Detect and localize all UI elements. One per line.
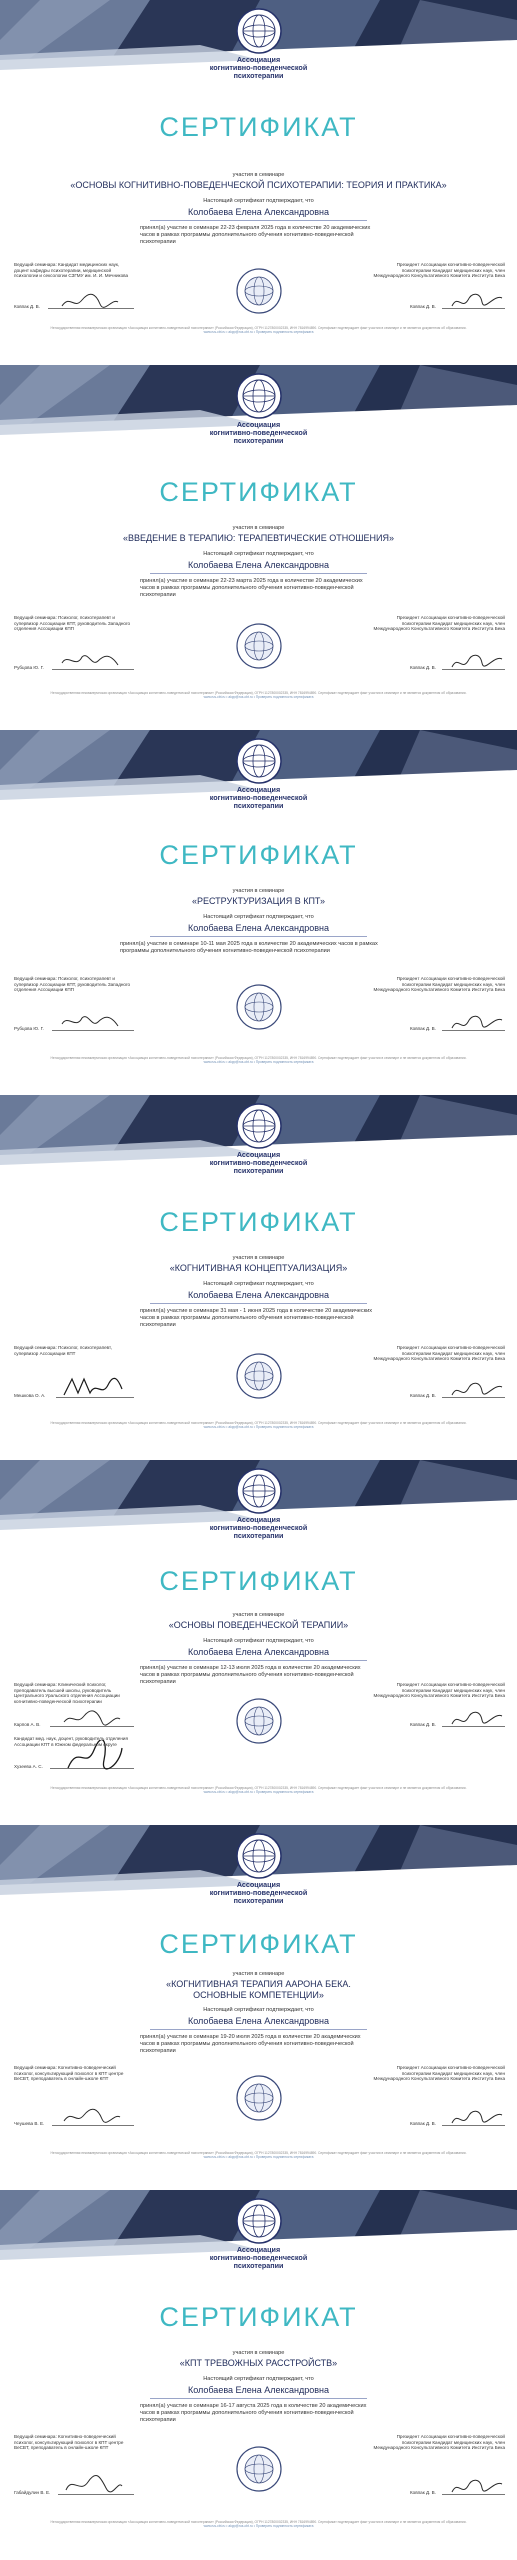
right-signer-name: Ковпак Д. В. (410, 1722, 437, 1727)
right-signer-role: Президент Ассоциации когнитивно-поведенческой психотерапии Кандидат медицинских наук, член Международного Консультативного Комитета Института Бека (373, 1345, 505, 1362)
footer-legal: Негосударственная некоммерческая организация «Ассоциация когнитивно-поведенческой психотерапии» (Российская Федерация), ОГРН 1127800002335, ИНН 7816994890. Сертификат подтверждает факт участия в семинаре и не является документом об образовании. www.rus-cbt.ru • akpp@rus-cbt.ru • Проверить подлинность сертификата (8, 1056, 509, 1064)
certificate-card (0, 2190, 517, 2560)
certificate-title: СЕРТИФИКАТ (159, 1566, 358, 1596)
left-signature-2 (64, 1740, 126, 1774)
name-underline (150, 220, 367, 221)
right-signer-role: Президент Ассоциации когнитивно-поведенческой психотерапии Кандидат медицинских наук, член Международного Консультативного Комитета Института Бека (373, 2065, 505, 2082)
certificate-card (0, 0, 517, 365)
association-seal-icon (236, 2446, 282, 2492)
association-logo-icon (236, 738, 282, 784)
left-signer-name: Чеушева В. Е. (14, 2121, 45, 2126)
right-signer-role: Президент Ассоциации когнитивно-поведенческой психотерапии Кандидат медицинских наук, член Международного Консультативного Комитета Института Бека (373, 262, 505, 279)
right-signature (450, 290, 505, 312)
seminar-name: «РЕСТРУКТУРИЗАЦИЯ В КПТ» (191, 896, 326, 906)
association-seal-icon (236, 268, 282, 314)
left-signer-name: Габайдулин В. Е. (14, 2490, 51, 2495)
left-signature (62, 1375, 124, 1401)
confirms-text: Настоящий сертификат подтверждает, что (203, 198, 314, 204)
right-signer-role: Президент Ассоциации когнитивно-поведенческой психотерапии Кандидат медицинских наук, член Международного Консультативного Комитета Института Бека (373, 1682, 505, 1699)
left-signer-role-2: Кандидат мед. наук, доцент, руководитель отделения Ассоциации КПТ в Южном федеральном округе (14, 1736, 128, 1747)
footer-link[interactable]: www.rus-cbt.ru • akpp@rus-cbt.ru • Проверить подлинность сертификата (203, 2524, 314, 2529)
right-signature (450, 2107, 505, 2129)
name-underline (150, 1660, 367, 1661)
footer-legal: Негосударственная некоммерческая организация «Ассоциация когнитивно-поведенческой психотерапии» (Российская Федерация), ОГРН 1127800002335, ИНН 7816994890. Сертификат подтверждает факт участия в семинаре и не является документом об образовании. www.rus-cbt.ru • akpp@rus-cbt.ru • Проверить подлинность сертификата (8, 1786, 509, 1794)
certificate-card (0, 1825, 517, 2190)
right-signer-role: Президент Ассоциации когнитивно-поведенческой психотерапии Кандидат медицинских наук, член Международного Консультативного Комитета Института Бека (373, 976, 505, 993)
attendance-text: принял(а) участие в семинаре 12-13 июля 2025 года в количестве 20 академических часов в рамках программы дополнительного обучения когнитивно-поведенческой психотерапии (140, 1665, 361, 1685)
left-signer-role: Ведущий семинара: Когнитивно-поведенческий психолог, консультирующий психолог в КПТ центре BeCBT, преподаватель в онлайн-школе КПТ (14, 2434, 124, 2451)
left-signer-role: Ведущий семинара: Психолог, психотерапевт и супервизор Ассоциации КПТ, руководитель Западного отделения Ассоциации КПП (14, 976, 131, 993)
right-signer-name: Ковпак Д. В. (410, 2121, 437, 2126)
certificate-title: СЕРТИФИКАТ (159, 1207, 358, 1237)
footer-link[interactable]: www.rus-cbt.ru • akpp@rus-cbt.ru • Проверить подлинность сертификата (203, 1425, 314, 1430)
association-logo-icon (236, 1468, 282, 1514)
certificate-title: СЕРТИФИКАТ (159, 2302, 358, 2332)
association-logo-icon (236, 2198, 282, 2244)
org-name: Ассоциация когнитивно-поведенческой психотерапии (209, 785, 308, 810)
confirms-text: Настоящий сертификат подтверждает, что (203, 1638, 314, 1644)
participation-text: участия в семинаре (232, 888, 285, 894)
confirms-text: Настоящий сертификат подтверждает, что (203, 551, 314, 557)
participation-text: участия в семинаре (232, 1612, 285, 1618)
attendance-text: принял(а) участие в семинаре 10-11 мая 2025 года в количестве 20 академических часов в рамках программы дополнительного обучения когнитивно-поведенческой психотерапии (120, 941, 378, 954)
left-signer-name-2: Хузеева А. С. (14, 1764, 43, 1769)
seminar-name: «КОГНИТИВНАЯ КОНЦЕПТУАЛИЗАЦИЯ» (169, 1263, 348, 1273)
org-name: Ассоциация когнитивно-поведенческой психотерапии (209, 1150, 308, 1175)
association-logo-icon (236, 8, 282, 54)
right-signer-name: Ковпак Д. В. (410, 304, 437, 309)
right-signer-name: Ковпак Д. В. (410, 1026, 437, 1031)
certificate-card (0, 1460, 517, 1825)
name-underline (150, 1303, 367, 1304)
footer-legal: Негосударственная некоммерческая организация «Ассоциация когнитивно-поведенческой психотерапии» (Российская Федерация), ОГРН 1127800002335, ИНН 7816994890. Сертификат подтверждает факт участия в семинаре и не является документом об образовании. www.rus-cbt.ru • akpp@rus-cbt.ru • Проверить подлинность сертификата (8, 1421, 509, 1429)
left-signer-role: Ведущий семинара: Клинический психолог, преподаватель высшей школы, руководитель Центрального Уральского отделения Ассоциации когнитивно-поведенческой психотерапии (14, 1682, 120, 1704)
seminar-name: «КОГНИТИВНАЯ ТЕРАПИЯ ААРОНА БЕКА. ОСНОВНЫЕ КОМПЕТЕНЦИИ» (166, 1979, 351, 2000)
footer-link[interactable]: www.rus-cbt.ru • akpp@rus-cbt.ru • Проверить подлинность сертификата (203, 695, 314, 700)
name-underline (150, 2398, 367, 2399)
attendance-text: принял(а) участие в семинаре 22-23 февраля 2025 года в количестве 20 академических часов в рамках программы дополнительного обучения когнитивно-поведенческой психотерапии (140, 225, 371, 245)
attendance-text: принял(а) участие в семинаре 22-23 марта 2025 года в количестве 20 академических часов в рамках программы дополнительного обучения когнитивно-поведенческой психотерапии (140, 578, 363, 598)
participant-name: Колобаева Елена Александровна (187, 923, 330, 933)
left-signature (60, 651, 120, 671)
participation-text: участия в семинаре (232, 2350, 285, 2356)
association-seal-icon (236, 984, 282, 1030)
right-signature (450, 1012, 505, 1034)
left-signer-name: Ковпак Д. В. (14, 304, 41, 309)
confirms-text: Настоящий сертификат подтверждает, что (203, 914, 314, 920)
participant-name: Колобаева Елена Александровна (187, 2016, 330, 2026)
seminar-name: «ОСНОВЫ ПОВЕДЕНЧЕСКОЙ ТЕРАПИИ» (168, 1620, 349, 1630)
association-logo-icon (236, 1833, 282, 1879)
participation-text: участия в семинаре (232, 1255, 285, 1261)
association-seal-icon (236, 623, 282, 669)
footer-legal: Негосударственная некоммерческая организация «Ассоциация когнитивно-поведенческой психотерапии» (Российская Федерация), ОГРН 1127800002335, ИНН 7816994890. Сертификат подтверждает факт участия в семинаре и не является документом об образовании. www.rus-cbt.ru • akpp@rus-cbt.ru • Проверить подлинность сертификата (8, 2520, 509, 2528)
seminar-name: «КПТ ТРЕВОЖНЫХ РАССТРОЙСТВ» (179, 2358, 338, 2368)
participant-name: Колобаева Елена Александровна (187, 2385, 330, 2395)
org-name: Ассоциация когнитивно-поведенческой психотерапии (209, 1515, 308, 1540)
association-logo-icon (236, 373, 282, 419)
right-signer-name: Ковпак Д. В. (410, 2490, 437, 2495)
confirms-text: Настоящий сертификат подтверждает, что (203, 2376, 314, 2382)
footer-legal: Негосударственная некоммерческая организация «Ассоциация когнитивно-поведенческой психотерапии» (Российская Федерация), ОГРН 1127800002335, ИНН 7816994890. Сертификат подтверждает факт участия в семинаре и не является документом об образовании. www.rus-cbt.ru • akpp@rus-cbt.ru • Проверить подлинность сертификата (8, 2151, 509, 2159)
name-underline (150, 936, 367, 937)
left-signer-role: Ведущий семинара: Психолог, психотерапевт, супервизор Ассоциации КПТ (14, 1345, 112, 1356)
association-logo-icon (236, 1103, 282, 1149)
right-signature (450, 2476, 505, 2498)
footer-link[interactable]: www.rus-cbt.ru • akpp@rus-cbt.ru • Проверить подлинность сертификата (203, 2155, 314, 2160)
certificate-title: СЕРТИФИКАТ (159, 840, 358, 870)
left-signature (62, 2107, 122, 2127)
confirms-text: Настоящий сертификат подтверждает, что (203, 2007, 314, 2013)
name-underline (150, 2029, 367, 2030)
attendance-text: принял(а) участие в семинаре 19-20 июля 2025 года в количестве 20 академических часов в рамках программы дополнительного обучения когнитивно-поведенческой психотерапии (140, 2034, 361, 2054)
footer-link[interactable]: www.rus-cbt.ru • akpp@rus-cbt.ru • Проверить подлинность сертификата (203, 1790, 314, 1795)
footer-link[interactable]: www.rus-cbt.ru • akpp@rus-cbt.ru • Проверить подлинность сертификата (203, 1060, 314, 1065)
participant-name: Колобаева Елена Александровна (187, 1290, 330, 1300)
left-signer-role: Ведущий семинара: Кандидат медицинских наук, доцент кафедры психотерапии, медицинской психологии и сексологии СЗГМУ им. И. И. Мечникова (14, 262, 129, 279)
certificate-card (0, 365, 517, 730)
footer-legal: Негосударственная некоммерческая организация «Ассоциация когнитивно-поведенческой психотерапии» (Российская Федерация), ОГРН 1127800002335, ИНН 7816994890. Сертификат подтверждает факт участия в семинаре и не является документом об образовании. www.rus-cbt.ru • akpp@rus-cbt.ru • Проверить подлинность сертификата (8, 691, 509, 699)
certificate-title: СЕРТИФИКАТ (159, 477, 358, 507)
seminar-name: «ОСНОВЫ КОГНИТИВНО-ПОВЕДЕНЧЕСКОЙ ПСИХОТЕРАПИИ: ТЕОРИЯ И ПРАКТИКА» (70, 180, 447, 190)
footer-legal: Негосударственная некоммерческая организация «Ассоциация когнитивно-поведенческой психотерапии» (Российская Федерация), ОГРН 1127800002335, ИНН 7816994890. Сертификат подтверждает факт участия в семинаре и не является документом об образовании. www.rus-cbt.ru • akpp@rus-cbt.ru • Проверить подлинность сертификата (8, 326, 509, 334)
attendance-text: принял(а) участие в семинаре 16-17 августа 2025 года в количестве 20 академических часов в рамках программы дополнительного обучения когнитивно-поведенческой психотерапии (140, 2403, 367, 2423)
right-signature (450, 1379, 505, 1401)
association-seal-icon (236, 1353, 282, 1399)
left-signer-role: Ведущий семинара: Когнитивно-поведенческий психолог, консультирующий психолог в КПТ центре BeCBT, преподаватель в онлайн-школе КПТ (14, 2065, 124, 2082)
certificate-card (0, 730, 517, 1095)
right-signature (450, 1708, 505, 1730)
certificate-card (0, 1095, 517, 1460)
left-signature (60, 292, 120, 312)
left-signer-role: Ведущий семинара: Психолог, психотерапевт и супервизор Ассоциации КПТ, руководитель Западного отделения Ассоциации КПП (14, 615, 131, 632)
left-signature (62, 1710, 122, 1728)
participant-name: Колобаева Елена Александровна (187, 207, 330, 217)
footer-link[interactable]: www.rus-cbt.ru • akpp@rus-cbt.ru • Проверить подлинность сертификата (203, 330, 314, 335)
right-signer-name: Ковпак Д. В. (410, 1393, 437, 1398)
association-seal-icon (236, 2075, 282, 2121)
certificate-title: СЕРТИФИКАТ (159, 1929, 358, 1959)
participant-name: Колобаева Елена Александровна (187, 1647, 330, 1657)
right-signer-role: Президент Ассоциации когнитивно-поведенческой психотерапии Кандидат медицинских наук, член Международного Консультативного Комитета Института Бека (373, 2434, 505, 2451)
participant-name: Колобаева Елена Александровна (187, 560, 330, 570)
attendance-text: принял(а) участие в семинаре 31 мая - 1 июня 2025 года в количестве 20 академических часов в рамках программы дополнительного обучения когнитивно-поведенческой психотерапии (140, 1308, 373, 1328)
participation-text: участия в семинаре (232, 172, 285, 178)
left-signer-name: Мешкова О. А. (14, 1393, 46, 1398)
seminar-name: «ВВЕДЕНИЕ В ТЕРАПИЮ: ТЕРАПЕВТИЧЕСКИЕ ОТНОШЕНИЯ» (122, 533, 394, 543)
participation-text: участия в семинаре (232, 1971, 285, 1977)
left-signer-name: Рубцова Ю. Г. (14, 665, 44, 670)
certificate-title: СЕРТИФИКАТ (159, 112, 358, 142)
right-signer-name: Ковпак Д. В. (410, 665, 437, 670)
left-signature (60, 1012, 120, 1032)
right-signer-role: Президент Ассоциации когнитивно-поведенческой психотерапии Кандидат медицинских наук, член Международного Консультативного Комитета Института Бека (373, 615, 505, 632)
name-underline (150, 573, 367, 574)
right-signature (450, 651, 505, 673)
left-signer-name: Карпов А. В. (14, 1722, 41, 1727)
confirms-text: Настоящий сертификат подтверждает, что (203, 1281, 314, 1287)
org-name: Ассоциация когнитивно-поведенческой психотерапии (209, 55, 308, 80)
org-name: Ассоциация когнитивно-поведенческой психотерапии (209, 1880, 308, 1905)
left-signature (64, 2474, 124, 2496)
org-name: Ассоциация когнитивно-поведенческой психотерапии (209, 2245, 308, 2270)
association-seal-icon (236, 1698, 282, 1744)
left-signer-name: Рубцова Ю. Г. (14, 1026, 44, 1031)
org-name: Ассоциация когнитивно-поведенческой психотерапии (209, 420, 308, 445)
participation-text: участия в семинаре (232, 525, 285, 531)
